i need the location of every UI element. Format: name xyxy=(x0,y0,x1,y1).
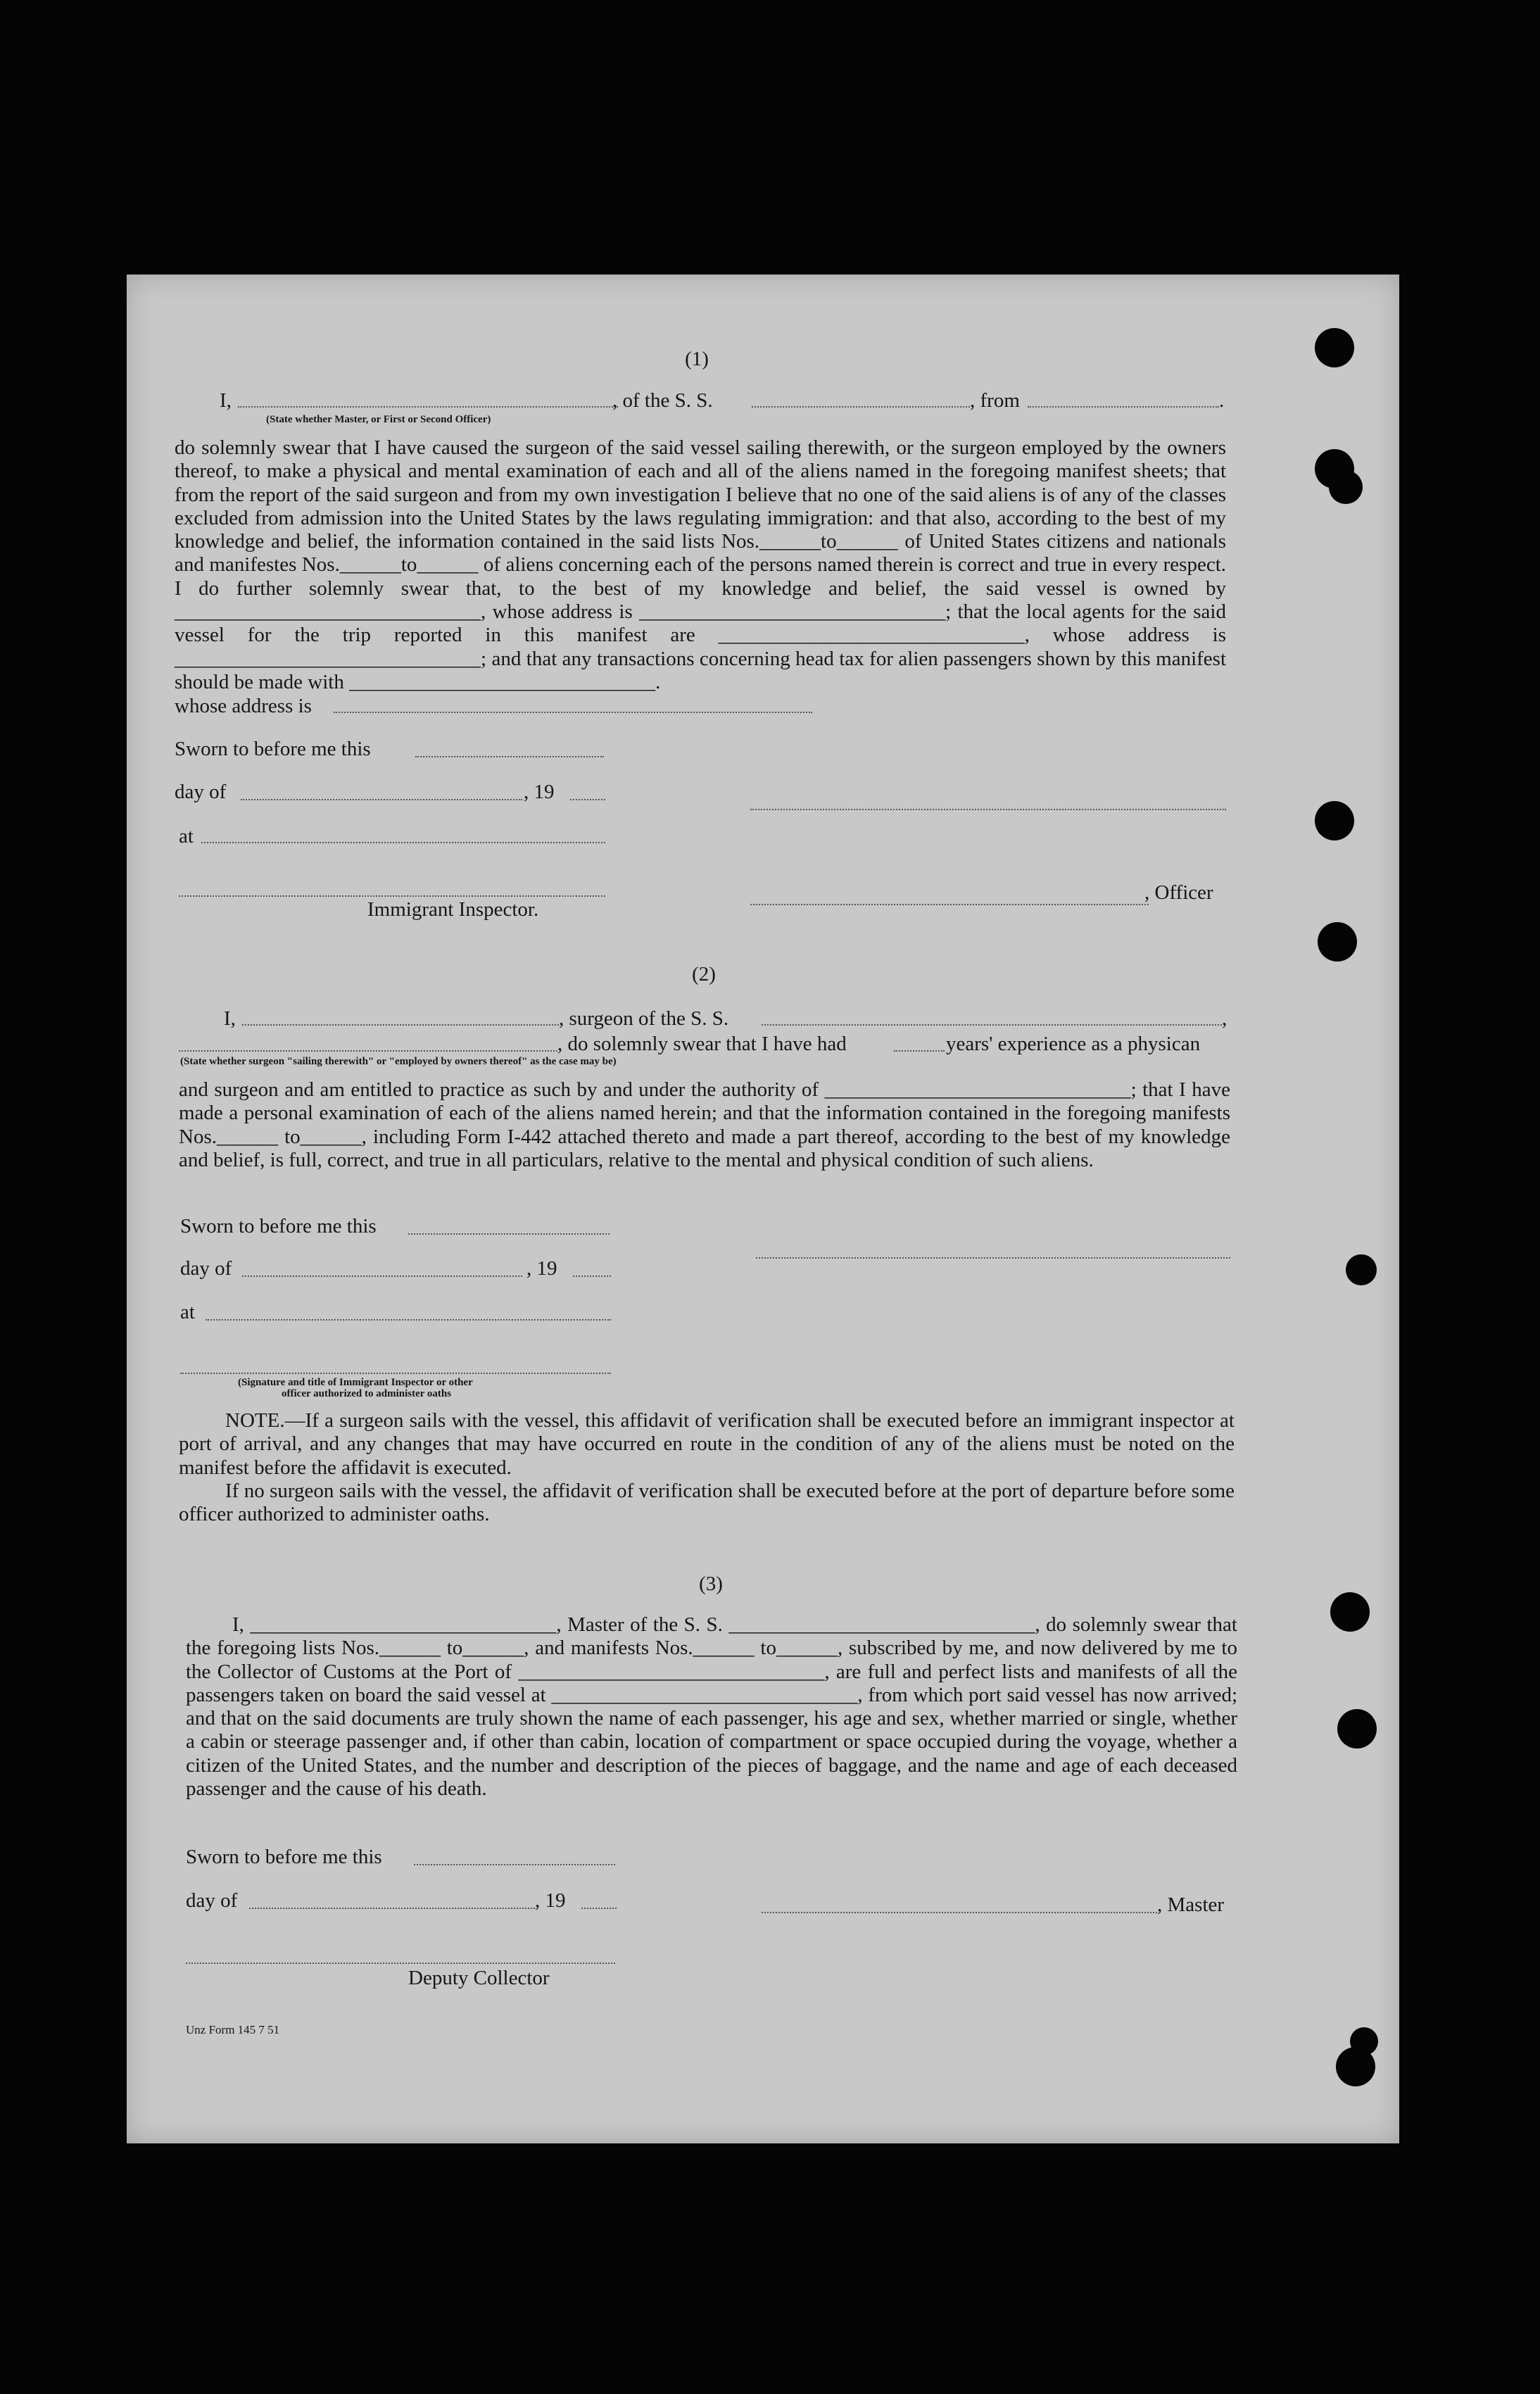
sec1-officer-line[interactable] xyxy=(750,904,1149,905)
sec1-from: , from xyxy=(970,389,1020,412)
vessel-name-line[interactable] xyxy=(752,406,970,408)
sec2-sworn: Sworn to before me this xyxy=(180,1215,377,1237)
sec3-deputy-label: Deputy Collector xyxy=(408,1967,550,1989)
note-paragraph-2: If no surgeon sails with the vessel, the affidavit of verification shall be executed before at the port of departure before some officer authorized to administer oaths. xyxy=(179,1480,1235,1526)
form-id: Unz Form 145 7 51 xyxy=(186,2023,280,2036)
surgeon-name-line[interactable] xyxy=(242,1024,559,1026)
sec3-master-label: , Master xyxy=(1157,1894,1225,1916)
sec2-i: I, xyxy=(224,1007,236,1030)
sec1-officer-note: (State whether Master, or First or Second Officer) xyxy=(266,414,491,425)
sec3-day-of: day of xyxy=(186,1889,238,1912)
sec2-at-line[interactable] xyxy=(206,1319,611,1321)
surgeon-status-line[interactable] xyxy=(179,1050,557,1052)
note-paragraph-1: NOTE.—If a surgeon sails with the vessel, this affidavit of verification shall be executed before an immigrant inspector at port of arrival, and any changes that may have occurred en route in the condition of any of the aliens must be noted on the manifest before the affidavit is executed. xyxy=(179,1409,1235,1479)
sec1-month-line[interactable] xyxy=(241,799,522,800)
sec2-sig-note-2: officer authorized to administer oaths xyxy=(282,1388,452,1399)
sec2-surgeon-note: (State whether surgeon "sailing therewith" or "employed by owners thereof" as the case may be) xyxy=(180,1056,617,1067)
sec1-inspector-line[interactable] xyxy=(179,895,605,897)
sec1-at: at xyxy=(179,825,194,848)
sec2-years: years' experience as a physican xyxy=(946,1033,1201,1055)
sec2-day-of: day of xyxy=(180,1257,232,1280)
sec1-inspector-label: Immigrant Inspector. xyxy=(367,898,539,921)
sec2-month-line[interactable] xyxy=(242,1275,522,1277)
sec3-sworn: Sworn to before me this xyxy=(186,1846,382,1868)
head-tax-address-line[interactable] xyxy=(334,712,812,713)
sec1-i: I, xyxy=(220,389,232,412)
punch-hole xyxy=(1337,1709,1377,1749)
sec1-at-line[interactable] xyxy=(201,842,605,843)
section-3-number: (3) xyxy=(699,1573,723,1595)
sec1-oath-text: do solemnly swear that I have caused the surgeon of the said vessel sailing therewith, or the surgeon employed by the owners thereof, to make a physical and mental examination of each and all of the aliens named in the foregoing manifest sheets; that from the report of the said surgeon and from my own investigation I believe that no one of the said aliens is of any of the classes excluded from admission into the United States by the laws regulating immigration: and that also, according to the best of my knowledge and belief, the information contained in the said lists Nos.______to______ of United States citizens and nationals and manifestes Nos.______to______ of aliens concerning each of the persons named therein is correct and true in every respect. I do further solemnly swear that, to the best of my knowledge and belief, the said vessel is owned by ______________________________, whose address is ______________________________; that the local agents for the said vessel for the trip reported in this manifest are ______________________________, whose address is ______________________________; and that any transactions concerning head tax for alien passengers shown by this manifest should be made with ______________________________. xyxy=(175,436,1226,693)
sec2-oath-text: and surgeon and am entitled to practice as such by and under the authority of ______________________________; that I have made a personal examination of each of the aliens named herein; and that the information contained in the foregoing manifests Nos.______ to______, including Form I-442 attached thereto and made a part thereof, according to the best of my knowledge and belief, is full, correct, and true in all particulars, relative to the mental and physical condition of such aliens. xyxy=(179,1078,1230,1171)
sec1-whose-address: whose address is xyxy=(175,695,312,717)
sec2-at: at xyxy=(180,1301,195,1323)
sec2-signature-line[interactable] xyxy=(756,1257,1230,1259)
sec3-oath-text: I, ______________________________, Master of the S. S. ______________________________, do solemnly swear that the foregoing lists Nos.______ to______, and manifests Nos.______ to______, subscribed by me, and now delivered by me to the Collector of Customs at the Port of ______________________________, are full and perfect lists and manifests of all the passengers taken on board the said vessel at ______________________________, from which port said vessel has now arrived; and that on the said documents are truly shown the name of each passenger, his age and sex, whether married or single, whether a cabin or steerage passenger and, if other than cabin, location of compartment or space occupied during the voyage, whether a citizen of the United States, and the number and description of the pieces of baggage, and the name and age of each deceased passenger and the cause of his death. xyxy=(186,1613,1237,1801)
punch-hole xyxy=(1330,1592,1370,1632)
sec1-year: , 19 xyxy=(524,781,555,803)
punch-hole xyxy=(1315,328,1354,367)
sec1-day-of: day of xyxy=(175,781,227,803)
sec1-signature-line[interactable] xyxy=(750,809,1226,810)
punch-hole xyxy=(1336,2178,1375,2217)
section-1-number: (1) xyxy=(685,348,709,370)
punch-hole xyxy=(1346,1254,1377,1285)
section-2-number: (2) xyxy=(692,963,716,985)
sec1-year-line[interactable] xyxy=(570,799,605,800)
sec2-sworn-day-line[interactable] xyxy=(408,1233,610,1235)
sec2-vessel-line[interactable] xyxy=(762,1024,1222,1026)
years-experience-line[interactable] xyxy=(894,1050,945,1052)
master-name-line[interactable] xyxy=(238,406,618,408)
sec1-of-ss: , of the S. S. xyxy=(612,389,713,412)
sec2-year-line[interactable] xyxy=(573,1275,611,1277)
from-port-line[interactable] xyxy=(1028,406,1219,408)
sec2-surgeon-of: , surgeon of the S. S. xyxy=(559,1007,729,1030)
sec3-master-signature-line[interactable] xyxy=(762,1912,1157,1913)
sec2-swear: , do solemnly swear that I have had xyxy=(557,1033,847,1055)
sec1-sworn: Sworn to before me this xyxy=(175,738,371,760)
sec1-officer-label: , Officer xyxy=(1144,881,1213,904)
sec1-period: . xyxy=(1219,389,1225,412)
sec2-inspector-line[interactable] xyxy=(180,1373,611,1374)
sec3-month-line[interactable] xyxy=(249,1908,535,1909)
punch-hole xyxy=(1329,470,1363,504)
punch-hole xyxy=(1350,2027,1378,2055)
sec3-sworn-day-line[interactable] xyxy=(414,1864,615,1865)
punch-hole xyxy=(1318,922,1357,962)
sec3-year: , 19 xyxy=(535,1889,566,1912)
punch-hole xyxy=(1315,801,1354,840)
sec2-sig-note-1: (Signature and title of Immigrant Inspector or other xyxy=(238,1377,473,1388)
sec3-deputy-line[interactable] xyxy=(186,1963,615,1964)
sec3-year-line[interactable] xyxy=(581,1908,617,1909)
sec2-comma: , xyxy=(1222,1007,1227,1030)
sec2-year: , 19 xyxy=(526,1257,557,1280)
sec1-sworn-day-line[interactable] xyxy=(415,756,604,757)
